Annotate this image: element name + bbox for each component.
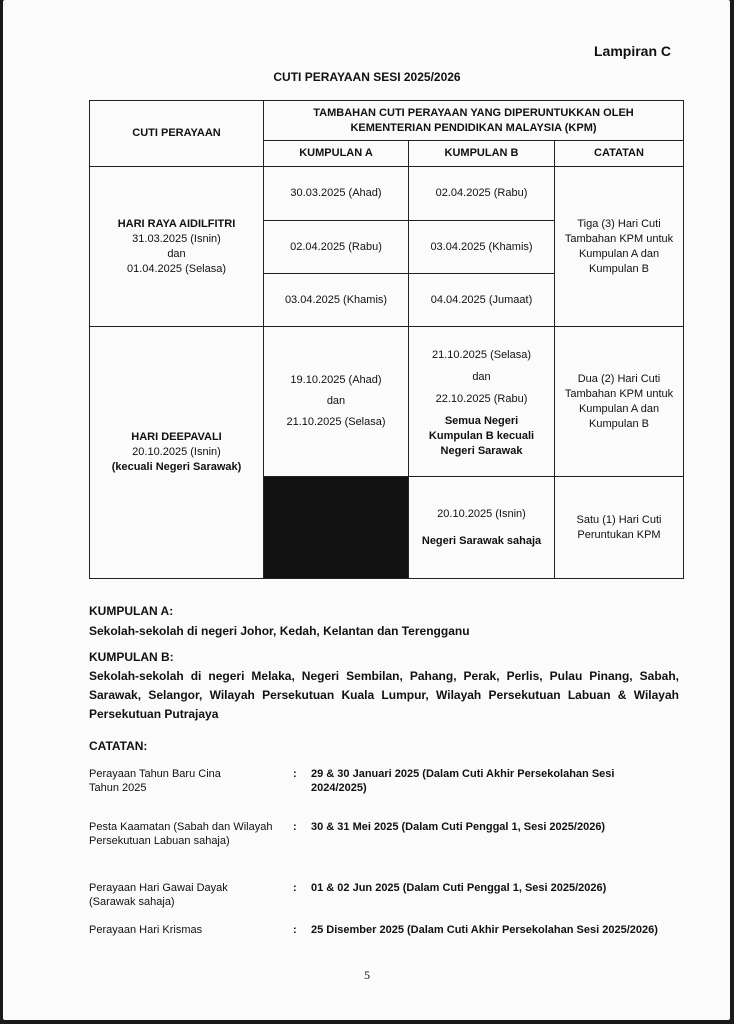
deepavali-sarawak	[409, 477, 555, 579]
raya-a1: 30.03.2025 (Ahad)	[264, 167, 409, 221]
deepavali-b-date1: 21.10.2025 (Selasa)	[431, 349, 532, 361]
deepavali-b-dan: dan	[472, 371, 491, 383]
kumpulan-a-text: Sekolah-sekolah di negeri Johor, Kedah, Kelantan dan Terengganu	[89, 624, 470, 638]
deepavali-name: HARI DEEPAVALI	[131, 431, 222, 443]
raya-a3: 03.04.2025 (Khamis)	[264, 274, 409, 327]
catatan-colon: :	[293, 821, 297, 833]
catatan-colon: :	[293, 768, 297, 780]
deepavali-except: (kecuali Negeri Sarawak)	[111, 461, 242, 473]
raya-dan: dan	[167, 247, 186, 260]
deepavali-note1: Dua (2) Hari Cuti Tambahan KPM untuk Kumpulan A dan Kumpulan B	[555, 327, 684, 477]
catatan-heading: CATATAN:	[89, 739, 148, 753]
catatan-label: Perayaan Hari Gawai Dayak (Sarawak sahaja)	[89, 882, 228, 908]
document-title: CUTI PERAYAAN SESI 2025/2026	[273, 70, 461, 84]
header-tambahan: TAMBAHAN CUTI PERAYAAN YANG DIPERUNTUKKAN OLEH KEMENTERIAN PENDIDIKAN MALAYSIA (KPM)	[264, 101, 684, 141]
redacted-cell	[264, 477, 409, 579]
catatan-label: Pesta Kaamatan (Sabah dan Wilayah Persekutuan Labuan sahaja)	[89, 821, 273, 847]
deepavali-a-date1: 19.10.2025 (Ahad)	[290, 374, 382, 386]
header-kumpulan-a: KUMPULAN A	[264, 141, 409, 167]
catatan-label: Perayaan Tahun Baru Cina Tahun 2025	[89, 768, 221, 794]
deepavali-sarawak-date: 20.10.2025 (Isnin)	[437, 507, 526, 520]
deepavali-date: 20.10.2025 (Isnin)	[132, 446, 221, 458]
catatan-value: 30 & 31 Mei 2025 (Dalam Cuti Penggal 1, Sesi 2025/2026)	[311, 821, 606, 833]
raya-b2: 03.04.2025 (Khamis)	[409, 221, 555, 274]
raya-name: HARI RAYA AIDILFITRI	[117, 217, 236, 230]
raya-note: Tiga (3) Hari Cuti Tambahan KPM untuk Kumpulan A dan Kumpulan B	[555, 167, 684, 327]
header-kumpulan-b: KUMPULAN B	[409, 141, 555, 167]
page-number: 5	[364, 968, 370, 982]
catatan-value: 29 & 30 Januari 2025 (Dalam Cuti Akhir Persekolahan Sesi 2024/2025)	[311, 768, 615, 794]
deepavali-a-date2: 21.10.2025 (Selasa)	[286, 416, 386, 428]
deepavali-sarawak-note: Negeri Sarawak sahaja	[421, 534, 542, 547]
deepavali-b-note: Semua Negeri Kumpulan B kecuali Negeri Sarawak	[428, 415, 535, 457]
deepavali-note2: Satu (1) Hari Cuti Peruntukan KPM	[555, 477, 684, 579]
header-cuti-perayaan: CUTI PERAYAAN	[90, 101, 264, 167]
raya-b1: 02.04.2025 (Rabu)	[409, 167, 555, 221]
kumpulan-a-heading: KUMPULAN A:	[89, 604, 174, 618]
catatan-value: 01 & 02 Jun 2025 (Dalam Cuti Penggal 1, Sesi 2025/2026)	[311, 882, 607, 894]
catatan-colon: :	[293, 882, 297, 894]
catatan-colon: :	[293, 924, 297, 936]
deepavali-b-date2: 22.10.2025 (Rabu)	[435, 393, 528, 405]
raya-a2: 02.04.2025 (Rabu)	[264, 221, 409, 274]
raya-cell	[90, 167, 264, 327]
deepavali-cell	[90, 327, 264, 579]
header-catatan: CATATAN	[555, 141, 684, 167]
kumpulan-b-heading: KUMPULAN B:	[89, 650, 174, 664]
raya-date2: 01.04.2025 (Selasa)	[126, 262, 227, 275]
catatan-value: 25 Disember 2025 (Dalam Cuti Akhir Persekolahan Sesi 2025/2026)	[311, 924, 658, 936]
raya-date1: 31.03.2025 (Isnin)	[132, 232, 221, 245]
holiday-table	[89, 100, 684, 579]
raya-b3: 04.04.2025 (Jumaat)	[409, 274, 555, 327]
deepavali-a	[264, 327, 409, 477]
deepavali-a-dan: dan	[326, 395, 346, 407]
appendix-label: Lampiran C	[594, 43, 672, 59]
deepavali-b	[409, 327, 555, 477]
catatan-label: Perayaan Hari Krismas	[89, 924, 203, 936]
kumpulan-b-text: Sekolah-sekolah di negeri Melaka, Negeri Sembilan, Pahang, Perak, Perlis, Pulau Pinang, Sabah, Sarawak, Selangor, Wilayah Persekutuan Kuala Lumpur, Wilayah Persekutuan Labuan & Wilayah Persekutuan Putrajaya	[89, 669, 679, 721]
